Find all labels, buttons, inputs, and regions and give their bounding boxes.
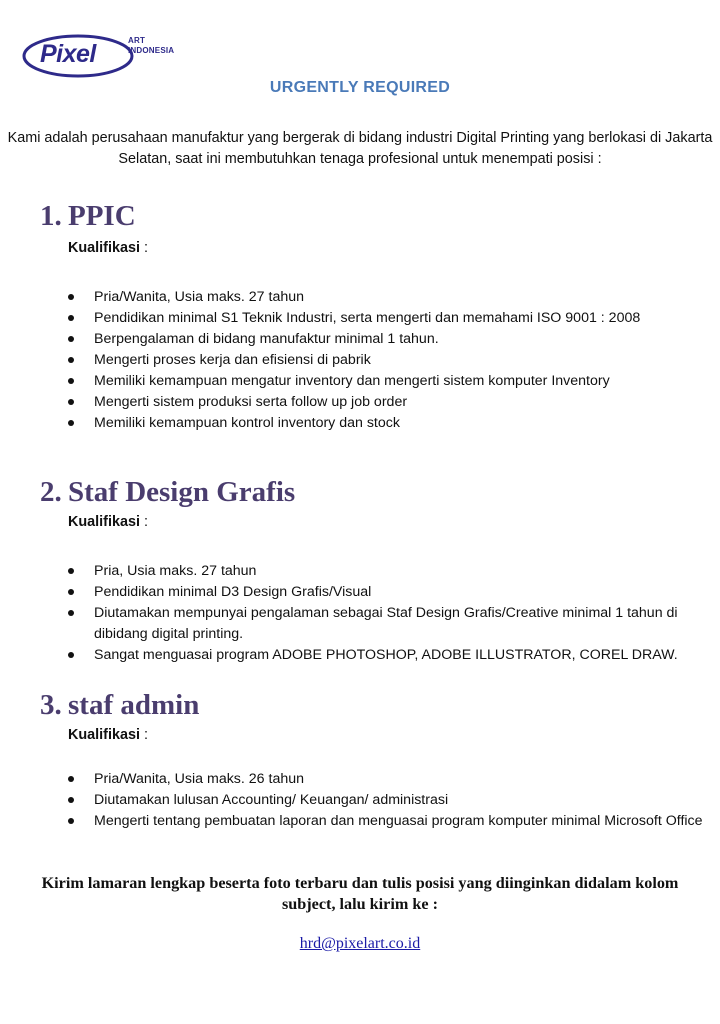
logo-tagline-line1: ART	[128, 36, 146, 45]
bullet-icon	[68, 420, 74, 426]
qualification-label: Kualifikasi :	[68, 240, 148, 256]
section-number: 1.	[40, 200, 62, 232]
bullet-icon	[68, 399, 74, 405]
list-item: Mengerti tentang pembuatan laporan dan menguasai program komputer minimal Microsoft Office	[68, 811, 718, 832]
bullet-icon	[68, 357, 74, 363]
bullet-icon	[68, 336, 74, 342]
intro-paragraph: Kami adalah perusahaan manufaktur yang bergerak di bidang industri Digital Printing yang berlokasi di Jakarta Selatan, saat ini membutuhkan tenaga profesional untuk menempati posisi :	[7, 130, 713, 167]
logo-tagline	[128, 36, 174, 56]
list-item: Berpengalaman di bidang manufaktur minimal 1 tahun.	[68, 329, 718, 350]
section-number: 2.	[40, 476, 62, 508]
list-item: Pendidikan minimal D3 Design Grafis/Visual	[68, 582, 718, 603]
qualification-list-admin	[68, 769, 718, 832]
email-line	[0, 935, 720, 953]
bullet-icon	[68, 315, 74, 321]
section-title: staf admin	[68, 689, 200, 721]
section-number: 3.	[40, 689, 62, 721]
qualification-label: Kualifikasi :	[68, 514, 148, 530]
bullet-icon	[68, 652, 74, 658]
list-item: Pria/Wanita, Usia maks. 26 tahun	[68, 769, 718, 790]
email-link[interactable]: hrd@pixelart.co.id	[299, 935, 421, 952]
bullet-icon	[68, 568, 74, 574]
company-logo	[22, 32, 192, 80]
qualification-label: Kualifikasi :	[68, 727, 148, 743]
closing-instructions: Kirim lamaran lengkap beserta foto terbaru dan tulis posisi yang diinginkan didalam kolom subject, lalu kirim ke :	[41, 874, 679, 913]
bullet-icon	[68, 818, 74, 824]
section-heading-admin	[40, 689, 199, 722]
logo-tagline-line2: INDONESIA	[128, 46, 175, 55]
qualification-list-design	[68, 561, 718, 666]
list-item: Mengerti sistem produksi serta follow up job order	[68, 392, 718, 413]
bullet-icon	[68, 776, 74, 782]
list-item: Diutamakan mempunyai pengalaman sebagai Staf Design Grafis/Creative minimal 1 tahun di dibidang digital printing.	[68, 603, 718, 645]
list-item: Sangat menguasai program ADOBE PHOTOSHOP, ADOBE ILLUSTRATOR, COREL DRAW.	[68, 645, 718, 666]
list-item: Pria/Wanita, Usia maks. 27 tahun	[68, 287, 718, 308]
bullet-icon	[68, 797, 74, 803]
list-item: Memiliki kemampuan kontrol inventory dan stock	[68, 413, 718, 434]
section-title: Staf Design Grafis	[68, 476, 296, 508]
section-heading-ppic	[40, 200, 136, 233]
section-title: PPIC	[68, 200, 136, 232]
bullet-icon	[68, 294, 74, 300]
list-item: Diutamakan lulusan Accounting/ Keuangan/ administrasi	[68, 790, 718, 811]
section-heading-design	[40, 476, 295, 509]
list-item: Pria, Usia maks. 27 tahun	[68, 561, 718, 582]
list-item: Memiliki kemampuan mengatur inventory dan mengerti sistem komputer Inventory	[68, 371, 718, 392]
logo-name: Pixel	[40, 40, 96, 68]
list-item: Pendidikan minimal S1 Teknik Industri, serta mengerti dan memahami ISO 9001 : 2008	[68, 308, 718, 329]
list-item: Mengerti proses kerja dan efisiensi di pabrik	[68, 350, 718, 371]
bullet-icon	[68, 610, 74, 616]
qualification-list-ppic	[68, 287, 718, 434]
bullet-icon	[68, 589, 74, 595]
bullet-icon	[68, 378, 74, 384]
page-title: URGENTLY REQUIRED	[269, 79, 451, 96]
